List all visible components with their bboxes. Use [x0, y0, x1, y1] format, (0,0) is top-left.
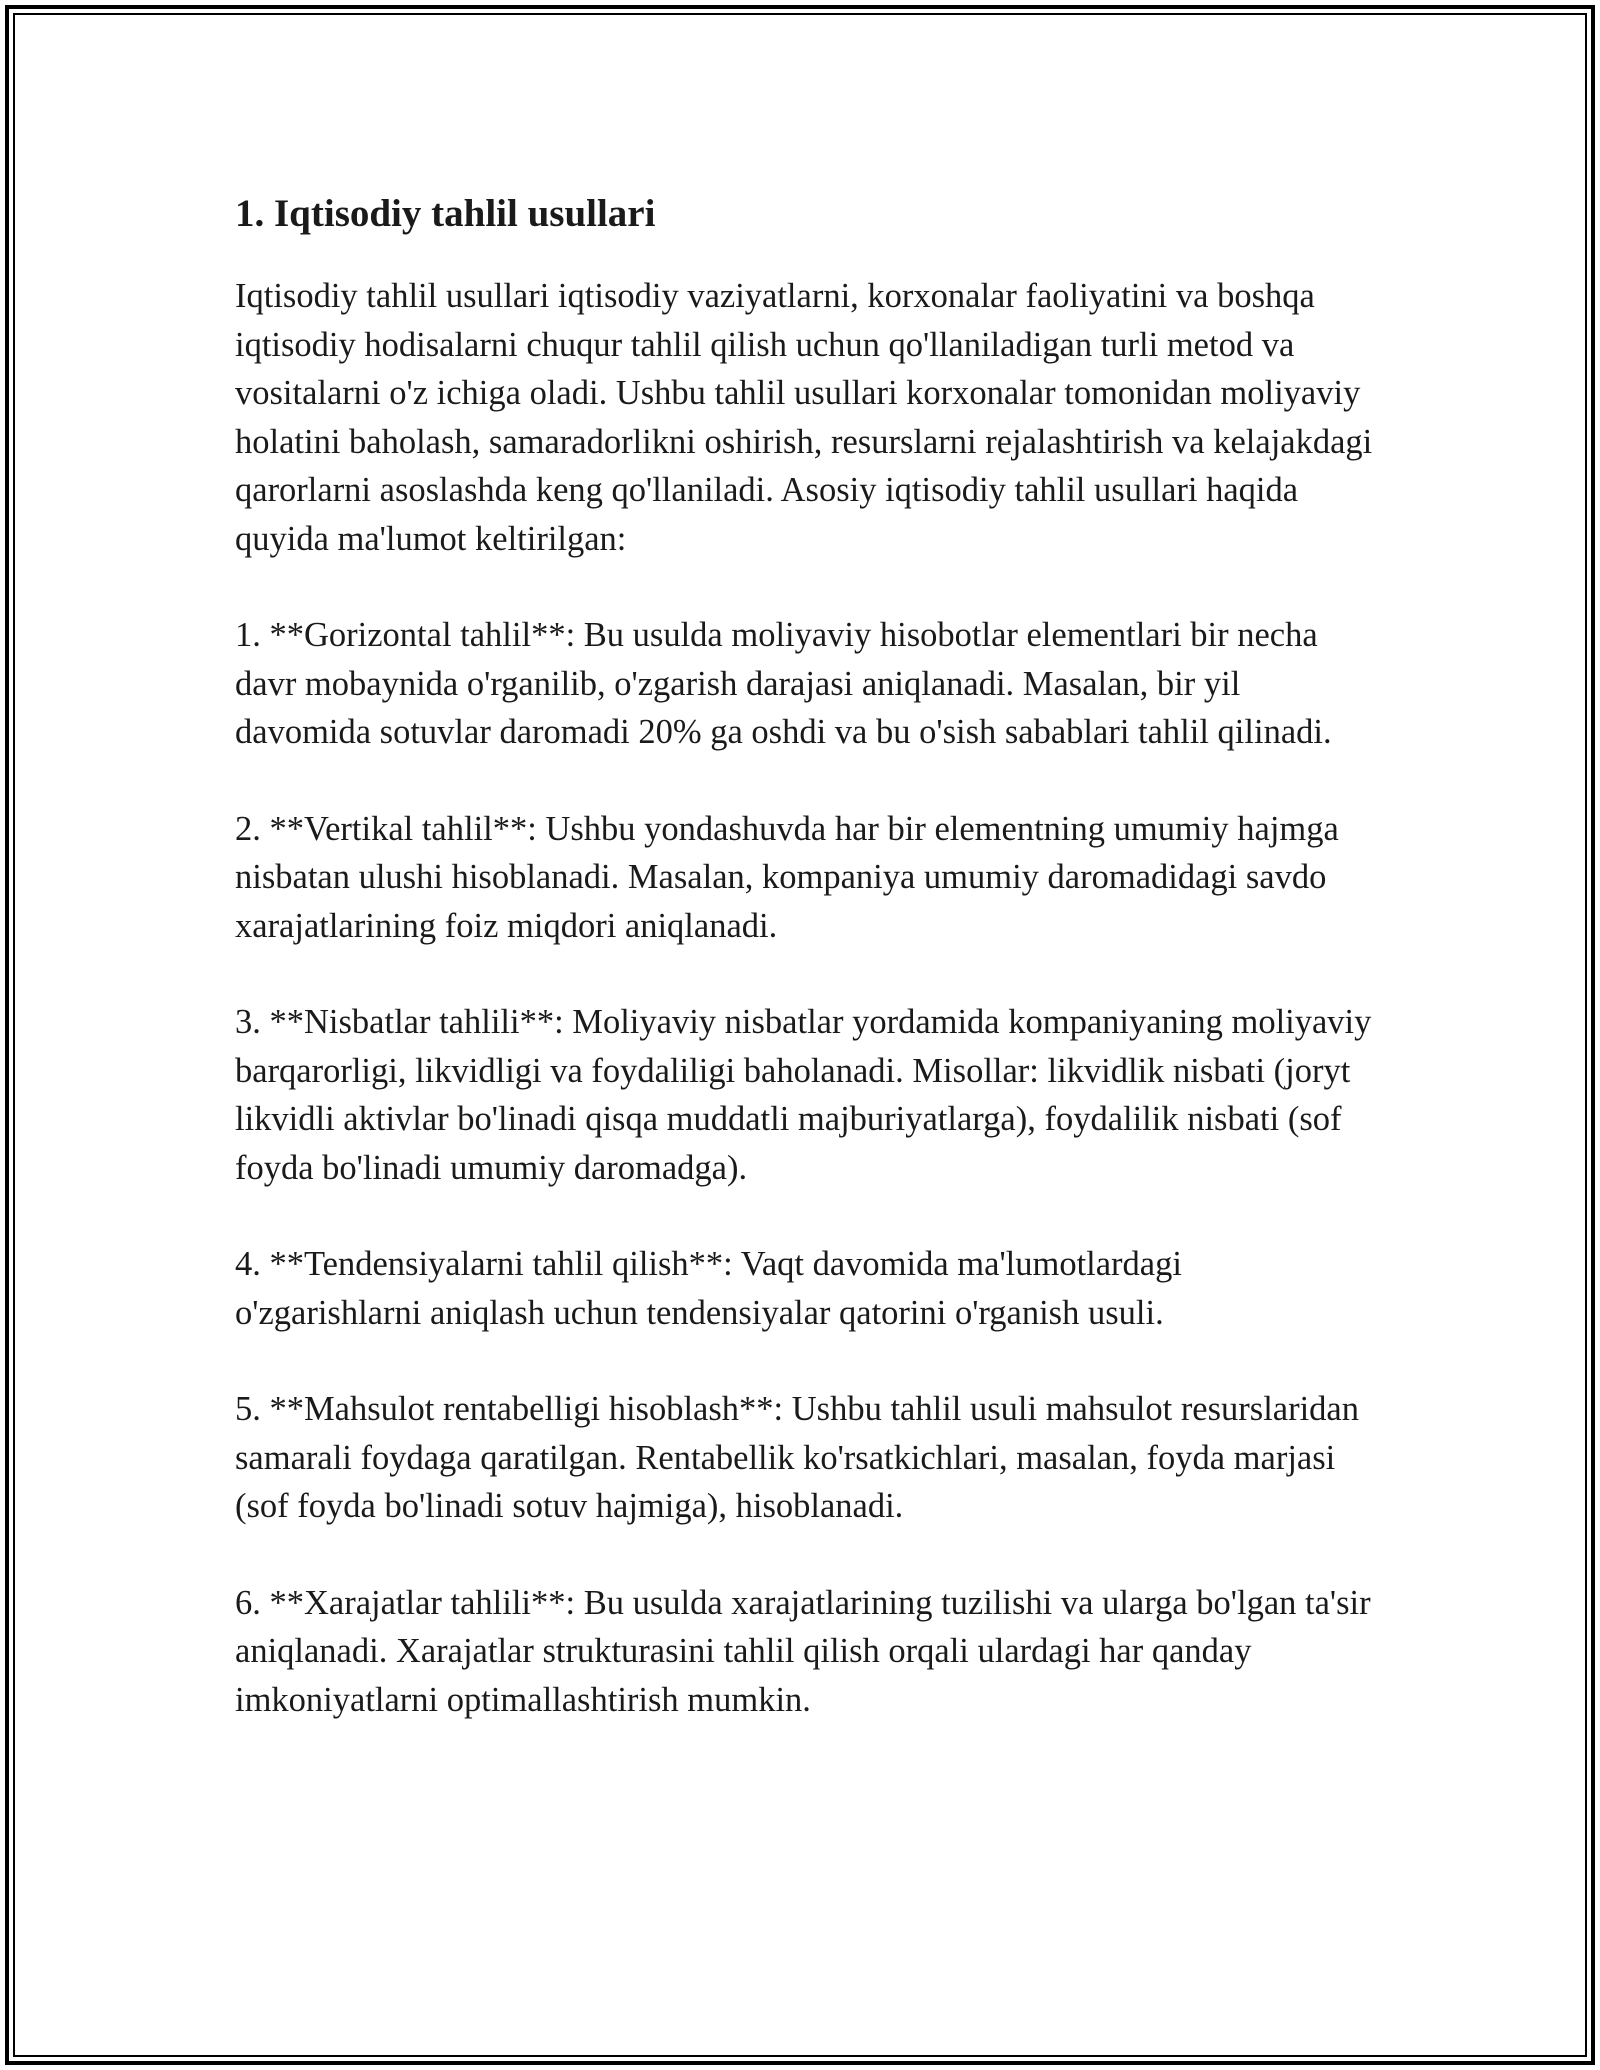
intro-paragraph: Iqtisodiy tahlil usullari iqtisodiy vaziyatlarni, korxonalar faoliyatini va boshqa iqtisodiy hodisalarni chuqur tahlil qilish uchun qo'llaniladigan turli metod va vositalarni o'z ichiga oladi. Ushbu tahlil usullari korxonalar tomonidan moliyaviy holatini baholash, samaradorlikni oshirish, resurslarni rejalashtirish va kelajakdagi qarorlarni asoslashda keng qo'llaniladi. Asosiy iqtisodiy tahlil usullari haqida quyida ma'lumot keltirilgan:: [235, 277, 1373, 558]
list-item-ratio-analysis: 3. **Nisbatlar tahlili**: Moliyaviy nisbatlar yordamida kompaniyaning moliyaviy barqarorligi, likvidligi va foydaliligi baholanadi. Misollar: likvidlik nisbati (joryt likvidli aktivlar bo'linadi qisqa muddatli majburiyatlarga), foydalilik nisbati (sof foyda bo'linadi umumiy daromadga).: [235, 1003, 1372, 1187]
list-item-vertical-analysis: 2. **Vertikal tahlil**: Ushbu yondashuvda har bir elementning umumiy hajmga nisbatan ulushi hisoblanadi. Masalan, kompaniya umumiy daromadidagi savdo xarajatlarining foiz miqdori aniqlanadi.: [235, 809, 1339, 945]
list-item-cost-analysis: 6. **Xarajatlar tahlili**: Bu usulda xarajatlarining tuzilishi va ularga bo'lgan ta'sir aniqlanadi. Xarajatlar strukturasini tahlil qilish orqali ulardagi har qanday imkoniyatlarni optimallashtirish mumkin.: [235, 1583, 1371, 1719]
list-item-horizontal-analysis: 1. **Gorizontal tahlil**: Bu usulda moliyaviy hisobotlar elementlari bir necha davr mobaynida o'rganilib, o'zgarish darajasi aniqlanadi. Masalan, bir yil davomida sotuvlar daromadi 20% ga oshdi va bu o'sish sabablari tahlil qilinadi.: [235, 616, 1332, 751]
list-item-trend-analysis: 4. **Tendensiyalarni tahlil qilish**: Vaqt davomida ma'lumotlardagi o'zgarishlarni aniqlash uchun tendensiyalar qatorini o'rganish usuli.: [235, 1245, 1182, 1332]
document-title: 1. Iqtisodiy tahlil usullari: [235, 192, 656, 235]
document-body: [235, 188, 1375, 1772]
list-item-product-profitability: 5. **Mahsulot rentabelligi hisoblash**: Ushbu tahlil usuli mahsulot resurslaridan samarali foydaga qaratilgan. Rentabellik ko'rsatkichlari, masalan, foyda marjasi (sof foyda bo'linadi sotuv hajmiga), hisoblanadi.: [235, 1390, 1359, 1525]
